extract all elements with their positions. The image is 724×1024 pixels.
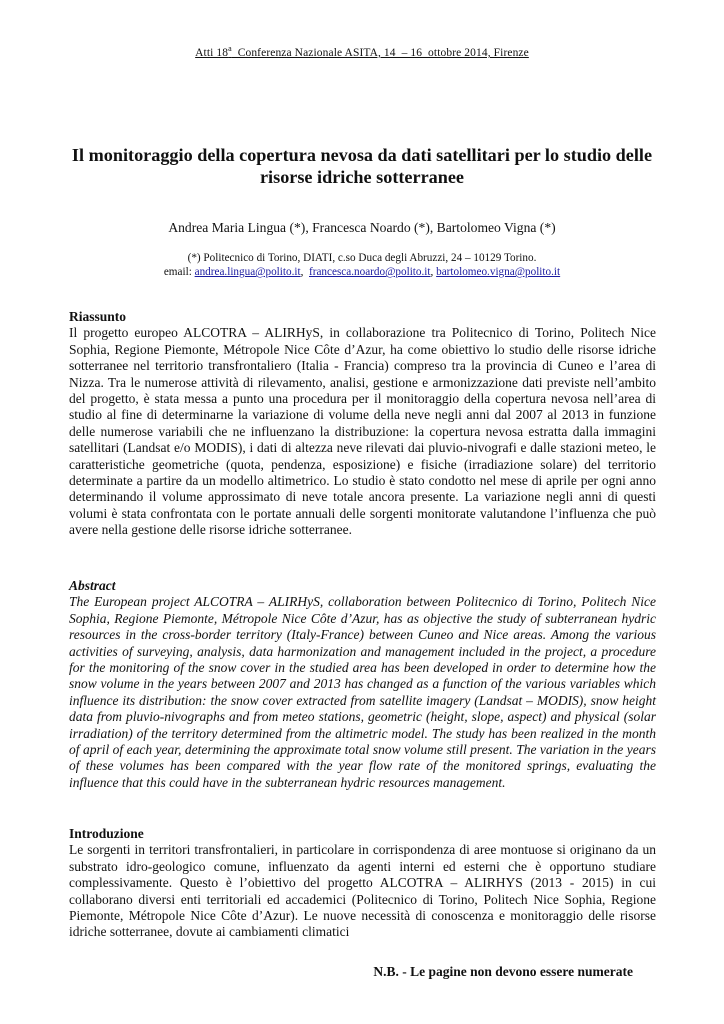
abstract-heading: Abstract [69,578,116,593]
email-link-vigna[interactable]: bartolomeo.vigna@polito.it [436,266,561,278]
email-link-lingua[interactable]: andrea.lingua@polito.it [194,266,301,278]
riassunto-text: Il progetto europeo ALCOTRA – ALIRHyS, in collaborazione tra Politecnico di Torino, Politech Nice Sophia, Regione Piemonte, Métropole Nice Côte d’Azur, ha come obiettivo lo studio delle risorse idriche sotterranee nel territorio transfrontaliero (Italia - Francia) compreso tra la provincia di Cuneo e l’area di Nizza. Tra le numerose attività di rilevamento, analisi, gestione e armonizzazione dati previste nell’ambito del progetto, è stata messa a punto una procedura per il monitoraggio della copertura nevosa nell’area di studio al fine di determinarne la variazione di volume della neve negli anni dal 2007 al 2013 in funzione delle numerose variabili che ne influenzano la distribuzione: la copertura nevosa estratta dalla immagini satellitari (Landsat e/o MODIS), i dati di altezza neve rilevati dai pluvio-nivografi e dalle stazioni meteo, le caratteristiche geometriche (quota, pendenza, esposizione) e fisiche (irradiazione solare) del territorio determinate a partire da un modello altimetrico. Lo studio è stato condotto nel mese di aprile per ogni anno determinando il volume approssimato di neve totale ancora presente. La variazione negli anni di questi volumi è stata confrontata con le portate annuali delle sorgenti monitorate valutandone l’influenza che può avere nella gestione delle risorse idriche sotterranee. [69,325,656,538]
riassunto-heading: Riassunto [69,309,127,324]
header-suffix: Conferenza Nazionale ASITA, 14 – 16 ottobre 2014, Firenze [231,46,529,59]
introduzione-section [69,826,656,941]
email-line [0,265,724,279]
affiliation-block [0,251,724,279]
running-header [0,44,724,59]
abstract-text: The European project ALCOTRA – ALIRHyS, collaboration between Politecnico di Torino, Politech Nice Sophia, Regione Piemonte, Métropole Nice Côte d’Azur, has as objective the study of subterranean hydric resources in the cross-border territory (Italy-France) between Cuneo and Nice areas. Among the various activities of surveying, analysis, data harmonization and management included in the project, a procedure for the monitoring of the snow cover in the studied area has been developed in order to determine how the snow volume in the years between 2007 and 2013 has changed as a function of the various variables which influence its distribution: the snow cover extracted from satellite imagery (Landsat – MODIS), snow height data from pluvio-nivographs and from meteo stations, geometric (height, slope, aspect) and physical (solar irradiation) of the territory determined from the altimetric model. The study has been realized in the month of april of each year, determining the approximate total snow volume still present. The variation in the years of these volumes has been compared with the year flow rate of the monitored springs, evaluating the influence that this could have in the subterranean hydric resources management. [69,594,656,790]
riassunto-section [69,309,656,539]
email-link-noardo[interactable]: francesca.noardo@polito.it [309,266,431,278]
footer-note: N.B. - Le pagine non devono essere numerate [373,964,633,979]
header-prefix: Atti 18 [195,46,229,59]
affiliation-line: (*) Politecnico di Torino, DIATI, c.so Duca degli Abruzzi, 24 – 10129 Torino. [187,252,537,264]
header-superscript: a [228,44,232,53]
paper-title: Il monitoraggio della copertura nevosa da dati satellitari per lo studio delle risorse idriche sotterranee [71,145,653,187]
abstract-section [69,578,656,791]
author-list: Andrea Maria Lingua (*), Francesca Noardo (*), Bartolomeo Vigna (*) [168,220,556,235]
introduzione-heading: Introduzione [69,826,144,841]
email-separator: , [430,266,437,278]
email-separator: , [300,266,309,278]
email-label: email: [163,266,195,278]
introduzione-text: Le sorgenti in territori transfrontalieri, in particolare in corrispondenza di aree montuose si originano da un substrato idro-geologico comune, influenzato da agenti interni ed esterni che è opportuno studiare complessivamente. Questo è l’obiettivo del progetto ALCOTRA – ALIRHYS (2013 - 2015) in cui collaborano diversi enti territoriali ed accademici (Politecnico di Torino, Politech Nice Sophia, Regione Piemonte, Métropole Nice Côte d’Azur). Le nuove necessità di conoscenza e monitoraggio delle risorse idriche sotterranee, dovute ai cambiamenti climatici [69,842,656,940]
